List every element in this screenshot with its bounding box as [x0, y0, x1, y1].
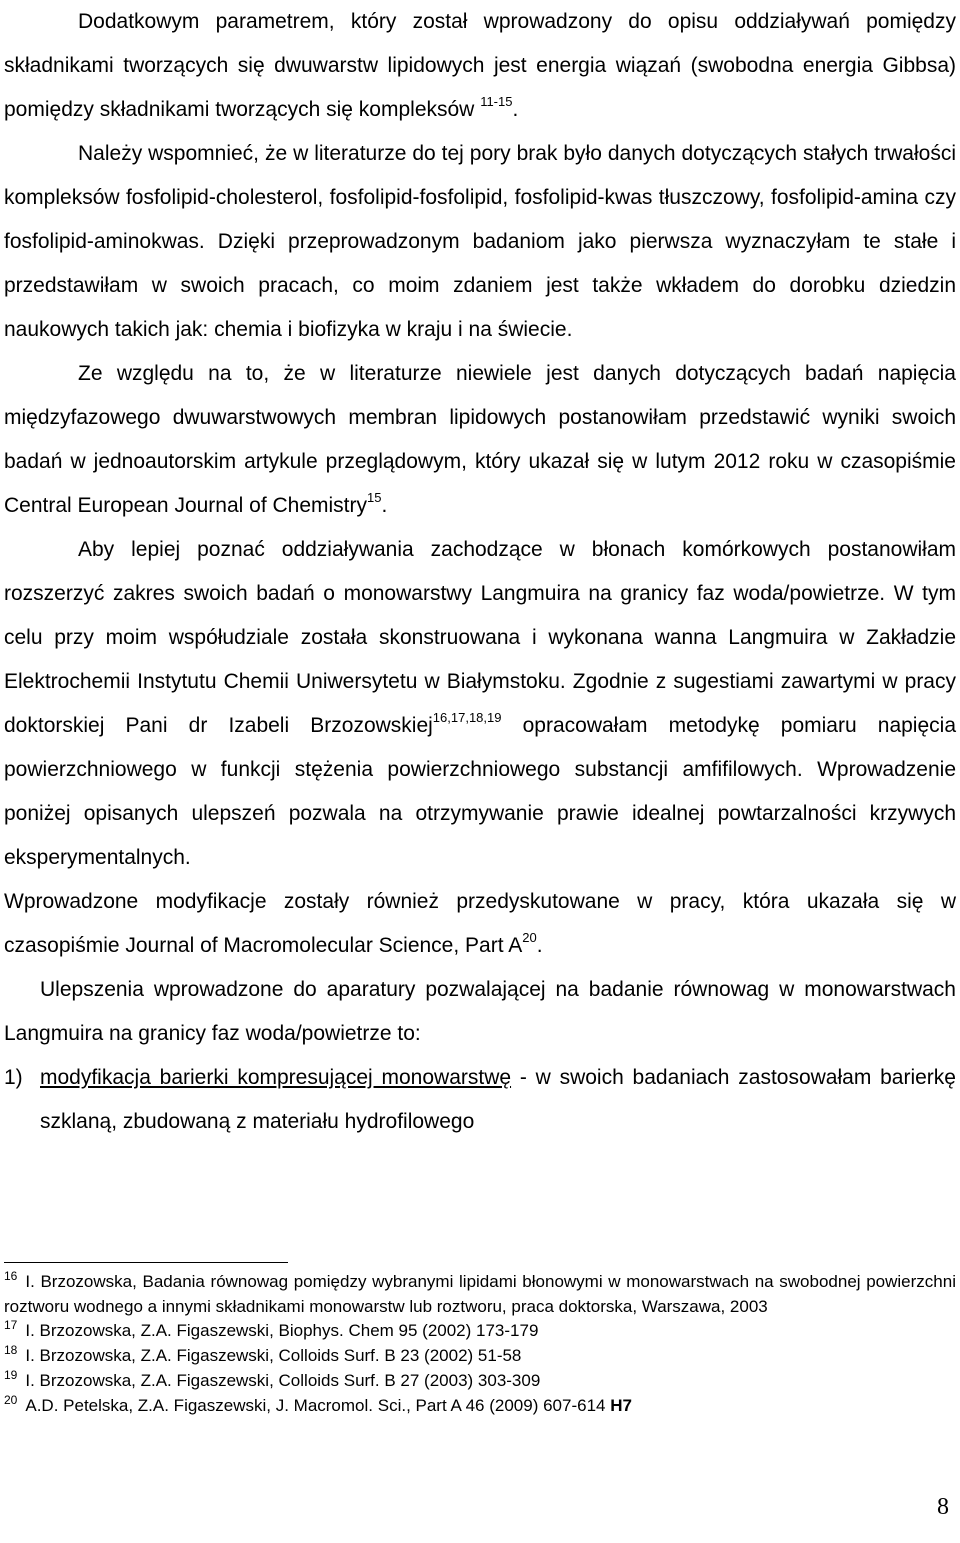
paragraph-5: [4, 880, 956, 968]
paragraph-5-end: .: [536, 934, 543, 957]
footnote-text: I. Brzozowska, Badania równowag pomiędzy wybranymi lipidami błonowymi w monowarstwach na swobodnej powierzchni roztworu wodnego a innymi składnikami monowarstw lub roztworu, praca doktorska, Warszawa, 2003: [4, 1272, 956, 1316]
footnote-19: [4, 1369, 956, 1394]
footnote-bold-label: H7: [610, 1396, 632, 1415]
footnote-17: [4, 1319, 956, 1344]
footnotes: [4, 1270, 956, 1419]
footnote-text: I. Brzozowska, Z.A. Figaszewski, Colloids Surf. B 23 (2002) 51-58: [25, 1346, 522, 1365]
list-item-underlined: modyfikacja barierki kompresującej monowarstwę: [40, 1066, 512, 1089]
paragraph-1: [4, 0, 956, 132]
citation-superscript: 20: [522, 930, 537, 945]
paragraph-2: [4, 132, 956, 352]
footnote-text: A.D. Petelska, Z.A. Figaszewski, J. Macromol. Sci., Part A 46 (2009) 607-614: [25, 1396, 611, 1415]
footnote-18: [4, 1344, 956, 1369]
footnote-divider: [4, 1262, 288, 1263]
footnote-number: 19: [4, 1368, 18, 1382]
paragraph-4-text-cont: opracowałam metodykę pomiaru napięcia powierzchniowego w funkcji stężenia powierzchniowego substancji amfifilowych. Wprowadzenie poniżej opisanych ulepszeń pozwala na otrzymywanie prawie idealnej powtarzalności krzywych eksperymentalnych.: [4, 714, 956, 869]
paragraph-3-text: Ze względu na to, że w literaturze niewiele jest danych dotyczących badań napięcia międzyfazowego dwuwarstwowych membran lipidowych postanowiłam przedstawić wyniki swoich badań w jednoautorskim artykule przeglądowym, który ukazał się w lutym 2012 roku w czasopiśmie Central European Journal of Chemistry: [4, 362, 956, 517]
paragraph-1-end: .: [512, 98, 519, 121]
paragraph-2-text: Należy wspomnieć, że w literaturze do tej pory brak było danych dotyczących stałych trwałości kompleksów fosfolipid-cholesterol, fosfolipid-fosfolipid, fosfolipid-kwas tłuszczowy, fosfolipid-amina czy fosfolipid-aminokwas. Dzięki przeprowadzonym badaniom jako pierwsza wyznaczyłam te stałe i przedstawiłam w swoich pracach, co moim zdaniem jest także wkładem do dorobku dziedzin naukowych takich jak: chemia i biofizyka w kraju i na świecie.: [4, 142, 956, 341]
footnote-number: 18: [4, 1343, 18, 1357]
footnote-number: 17: [4, 1318, 18, 1332]
paragraph-3-end: .: [381, 494, 388, 517]
footnote-16: [4, 1270, 956, 1319]
footnote-text: I. Brzozowska, Z.A. Figaszewski, Colloids Surf. B 27 (2003) 303-309: [25, 1371, 541, 1390]
paragraph-4-text: Aby lepiej poznać oddziaływania zachodzące w błonach komórkowych postanowiłam rozszerzyć zakres swoich badań o monowarstwy Langmuira na granicy faz woda/powietrze. W tym celu przy moim współudziale została skonstruowana i wykonana wanna Langmuira w Zakładzie Elektrochemii Instytutu Chemii Uniwersytetu w Białymstoku. Zgodnie z sugestiami zawartymi w pracy doktorskiej Pani dr Izabeli Brzozowskiej: [4, 538, 956, 737]
footnote-20: [4, 1394, 956, 1419]
paragraph-6: [4, 968, 956, 1056]
citation-superscript: 11-15: [480, 94, 513, 109]
citation-superscript: 15: [367, 490, 382, 505]
paragraph-6-text: Ulepszenia wprowadzone do aparatury pozwalającej na badanie równowag w monowarstwach Langmuira na granicy faz woda/powietrze to:: [4, 978, 956, 1045]
footnote-number: 20: [4, 1393, 18, 1407]
body-text: [4, 0, 956, 1144]
footnote-text: I. Brzozowska, Z.A. Figaszewski, Biophys. Chem 95 (2002) 173-179: [25, 1321, 539, 1340]
list-item-1: [4, 1056, 956, 1144]
paragraph-1-text: Dodatkowym parametrem, który został wprowadzony do opisu oddziaływań pomiędzy składnikami tworzących się dwuwarstw lipidowych jest energia wiązań (swobodna energia Gibbsa) pomiędzy składnikami tworzących się kompleksów: [4, 10, 956, 121]
list-number: 1): [4, 1066, 23, 1089]
paragraph-3: [4, 352, 956, 528]
page-number: 8: [937, 1494, 949, 1520]
paragraph-4: [4, 528, 956, 880]
citation-superscript: 16,17,18,19: [432, 710, 502, 725]
footnote-number: 16: [4, 1269, 18, 1283]
paragraph-5-text: Wprowadzone modyfikacje zostały również przedyskutowane w pracy, która ukazała się w czasopiśmie Journal of Macromolecular Science, Part A: [4, 890, 956, 957]
list-item-text: - w swoich badaniach zastosowałam barierkę szklaną, zbudowaną z materiału hydrofilowego: [40, 1066, 956, 1133]
